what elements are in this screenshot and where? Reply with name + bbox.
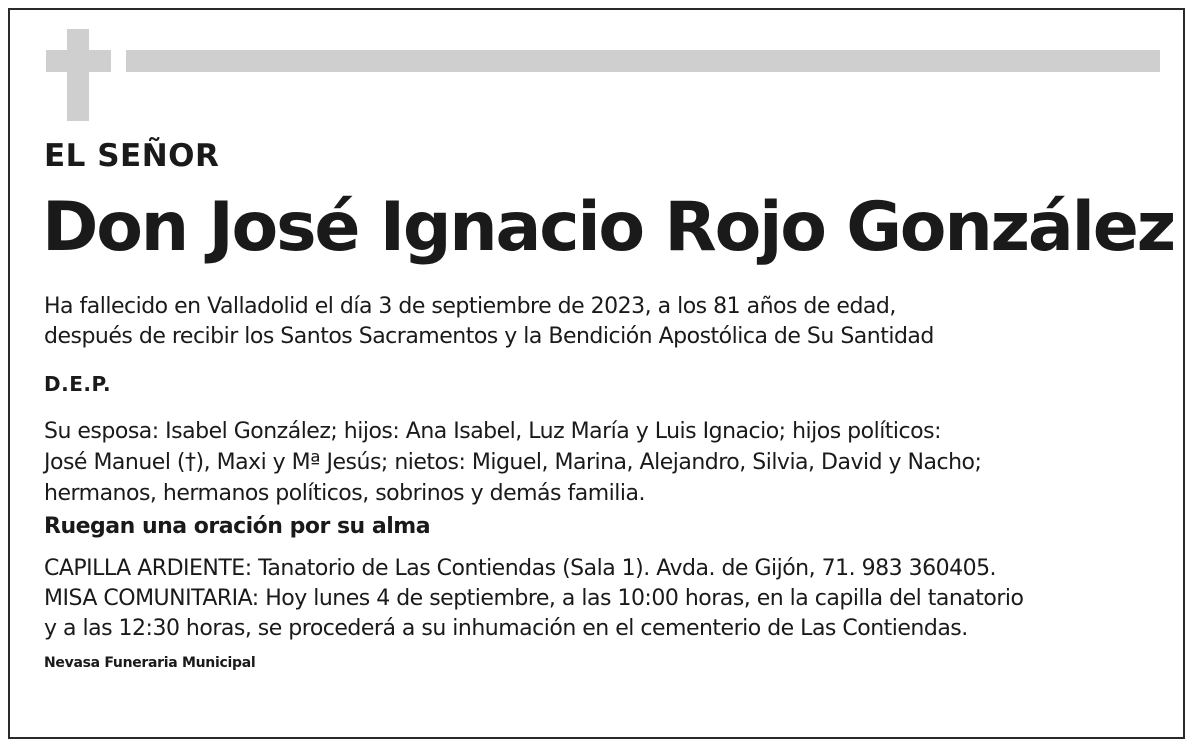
service-line: y a las 12:30 horas, se procederá a su inhumación en el cementerio de Las Contiendas. bbox=[44, 616, 968, 641]
intro-line: después de recibir los Santos Sacramentos y la Bendición Apostólica de Su Santidad bbox=[44, 324, 934, 349]
family-paragraph bbox=[44, 416, 981, 509]
service-paragraph bbox=[44, 554, 1023, 644]
service-line: MISA COMUNITARIA: Hoy lunes 4 de septiembre, a las 10:00 horas, en la capilla del tanatorio bbox=[44, 586, 1024, 611]
title-prefix: EL SEÑOR bbox=[44, 138, 220, 174]
intro-line: Ha fallecido en Valladolid el día 3 de septiembre de 2023, a los 81 años de edad, bbox=[44, 294, 896, 319]
cross-icon bbox=[67, 29, 89, 121]
service-line: CAPILLA ARDIENTE: Tanatorio de Las Contiendas (Sala 1). Avda. de Gijón, 71. 983 360405. bbox=[44, 556, 997, 581]
dep-label: D.E.P. bbox=[44, 372, 112, 396]
cross-icon-arm bbox=[46, 50, 111, 72]
family-line: José Manuel (†), Maxi y Mª Jesús; nietos: Miguel, Marina, Alejandro, Silvia, David y Nacho; bbox=[44, 450, 982, 475]
prayer-request: Ruegan una oración por su alma bbox=[44, 514, 431, 539]
funeral-home-credit: Nevasa Funeraria Municipal bbox=[44, 655, 256, 671]
intro-paragraph bbox=[44, 292, 934, 352]
header-rule bbox=[126, 50, 1160, 72]
family-line: Su esposa: Isabel González; hijos: Ana Isabel, Luz María y Luis Ignacio; hijos políticos: bbox=[44, 419, 941, 444]
family-line: hermanos, hermanos políticos, sobrinos y demás familia. bbox=[44, 481, 645, 506]
deceased-name: Don José Ignacio Rojo González bbox=[42, 188, 1175, 267]
